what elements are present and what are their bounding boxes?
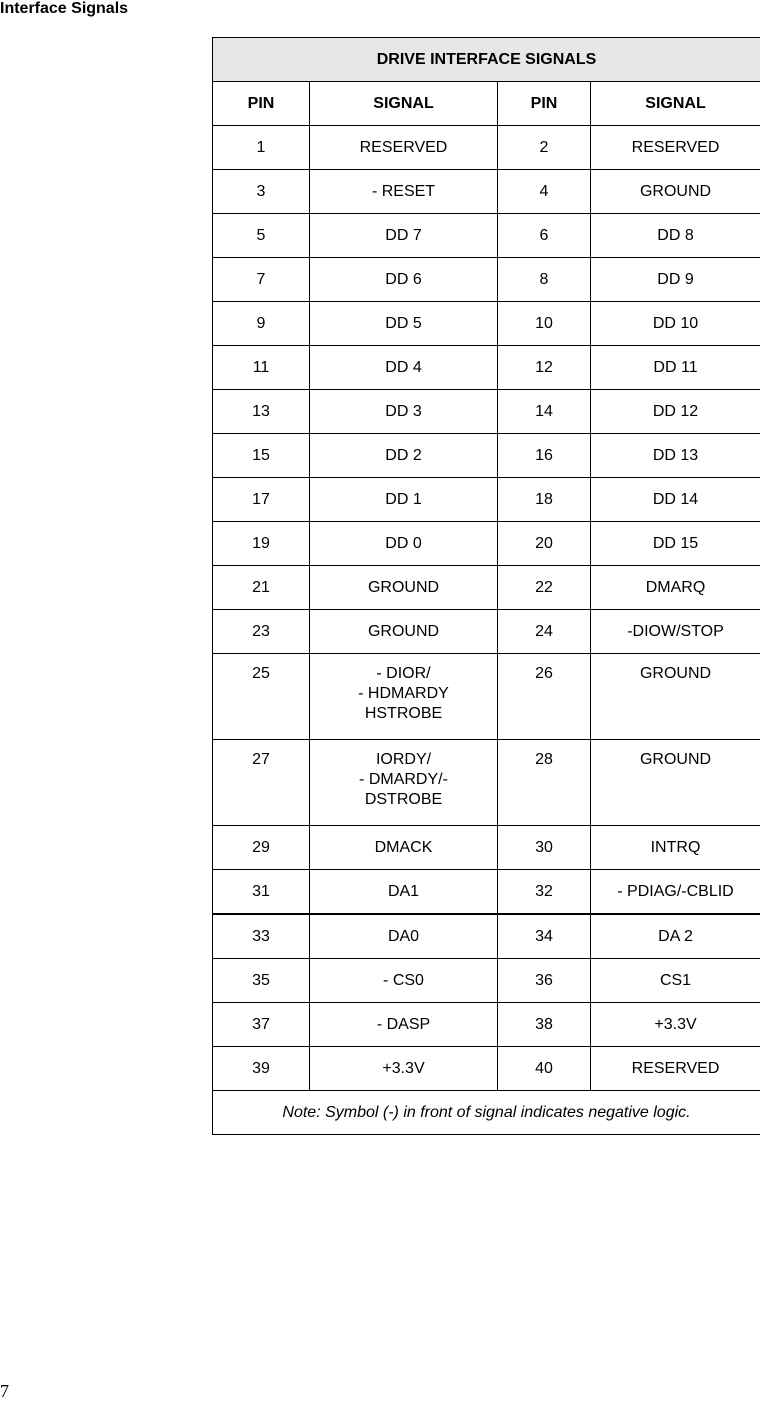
pin-cell: 33 (213, 914, 310, 959)
table-row (213, 126, 760, 170)
signal-cell: DD 12 (591, 390, 760, 434)
pin-cell: 18 (498, 478, 591, 522)
page-number: 7 (0, 1381, 9, 1401)
signal-cell: DMACK (310, 826, 498, 870)
pin-cell: 40 (498, 1047, 591, 1091)
pin-cell: 22 (498, 566, 591, 610)
signal-cell: DD 6 (310, 258, 498, 302)
signal-cell: DA0 (310, 914, 498, 959)
pin-cell: 32 (498, 870, 591, 915)
signal-cell: GROUND (591, 740, 760, 826)
table-row (213, 959, 760, 1003)
column-header: SIGNAL (310, 82, 498, 126)
table-row (213, 1047, 760, 1091)
signal-cell: DD 5 (310, 302, 498, 346)
signal-cell: CS1 (591, 959, 760, 1003)
pin-cell: 23 (213, 610, 310, 654)
signal-cell: +3.3V (310, 1047, 498, 1091)
pin-cell: 21 (213, 566, 310, 610)
signal-cell: DD 8 (591, 214, 760, 258)
signal-cell: - PDIAG/-CBLID (591, 870, 760, 915)
pin-cell: 11 (213, 346, 310, 390)
pin-cell: 4 (498, 170, 591, 214)
pin-cell: 29 (213, 826, 310, 870)
signal-cell: - RESET (310, 170, 498, 214)
column-header: PIN (213, 82, 310, 126)
table-row (213, 170, 760, 214)
pin-cell: 34 (498, 914, 591, 959)
table-row (213, 346, 760, 390)
table-row (213, 914, 760, 959)
pin-cell: 2 (498, 126, 591, 170)
table-row (213, 1003, 760, 1047)
pin-cell: 7 (213, 258, 310, 302)
pin-cell: 35 (213, 959, 310, 1003)
pin-cell: 26 (498, 654, 591, 740)
pin-cell: 17 (213, 478, 310, 522)
pin-cell: 12 (498, 346, 591, 390)
table-row (213, 302, 760, 346)
table-row (213, 566, 760, 610)
signal-cell: GROUND (591, 654, 760, 740)
signal-cell: RESERVED (591, 1047, 760, 1091)
table-row (213, 258, 760, 302)
table-row (213, 434, 760, 478)
table-row (213, 390, 760, 434)
column-header: SIGNAL (591, 82, 760, 126)
table-row (213, 826, 760, 870)
pin-cell: 20 (498, 522, 591, 566)
table-title: DRIVE INTERFACE SIGNALS (213, 38, 760, 82)
pin-cell: 28 (498, 740, 591, 826)
table-body (213, 126, 760, 1091)
pin-cell: 5 (213, 214, 310, 258)
signal-cell: DD 7 (310, 214, 498, 258)
table-header-row (213, 82, 760, 126)
signal-cell: DD 3 (310, 390, 498, 434)
signal-cell: +3.3V (591, 1003, 760, 1047)
pin-cell: 14 (498, 390, 591, 434)
pin-cell: 6 (498, 214, 591, 258)
pin-cell: 24 (498, 610, 591, 654)
signal-cell: DD 1 (310, 478, 498, 522)
signal-cell: DD 13 (591, 434, 760, 478)
signal-cell: DD 9 (591, 258, 760, 302)
pin-cell: 13 (213, 390, 310, 434)
signal-cell: DD 2 (310, 434, 498, 478)
pin-cell: 16 (498, 434, 591, 478)
signal-cell: DA 2 (591, 914, 760, 959)
pin-cell: 30 (498, 826, 591, 870)
pin-cell: 27 (213, 740, 310, 826)
signal-cell: GROUND (591, 170, 760, 214)
table-row (213, 522, 760, 566)
signal-cell: -DIOW/STOP (591, 610, 760, 654)
pin-cell: 9 (213, 302, 310, 346)
drive-interface-signals-table (212, 37, 760, 1135)
table-row (213, 478, 760, 522)
signal-cell: INTRQ (591, 826, 760, 870)
pin-cell: 8 (498, 258, 591, 302)
signal-cell: - CS0 (310, 959, 498, 1003)
signal-cell: IORDY/ - DMARDY/- DSTROBE (310, 740, 498, 826)
section-heading: Interface Signals (0, 0, 129, 17)
signal-cell: DD 11 (591, 346, 760, 390)
signal-cell: DD 15 (591, 522, 760, 566)
pin-cell: 31 (213, 870, 310, 915)
signal-cell: DD 10 (591, 302, 760, 346)
table-row (213, 214, 760, 258)
signal-cell: DA1 (310, 870, 498, 915)
pin-cell: 19 (213, 522, 310, 566)
table-row (213, 654, 760, 740)
signal-cell: RESERVED (591, 126, 760, 170)
table-row (213, 870, 760, 915)
signal-cell: DD 4 (310, 346, 498, 390)
signal-cell: - DIOR/ - HDMARDY HSTROBE (310, 654, 498, 740)
pin-cell: 10 (498, 302, 591, 346)
signal-cell: RESERVED (310, 126, 498, 170)
pin-cell: 15 (213, 434, 310, 478)
pin-cell: 36 (498, 959, 591, 1003)
signal-cell: - DASP (310, 1003, 498, 1047)
pin-cell: 1 (213, 126, 310, 170)
table-note: Note: Symbol (-) in front of signal indicates negative logic. (213, 1091, 760, 1135)
pin-cell: 38 (498, 1003, 591, 1047)
pin-cell: 3 (213, 170, 310, 214)
signal-cell: DD 0 (310, 522, 498, 566)
signal-cell: GROUND (310, 610, 498, 654)
signal-cell: DD 14 (591, 478, 760, 522)
pin-cell: 25 (213, 654, 310, 740)
pin-cell: 39 (213, 1047, 310, 1091)
table-row (213, 610, 760, 654)
signal-cell: DMARQ (591, 566, 760, 610)
column-header: PIN (498, 82, 591, 126)
signal-cell: GROUND (310, 566, 498, 610)
pin-cell: 37 (213, 1003, 310, 1047)
table-row (213, 740, 760, 826)
